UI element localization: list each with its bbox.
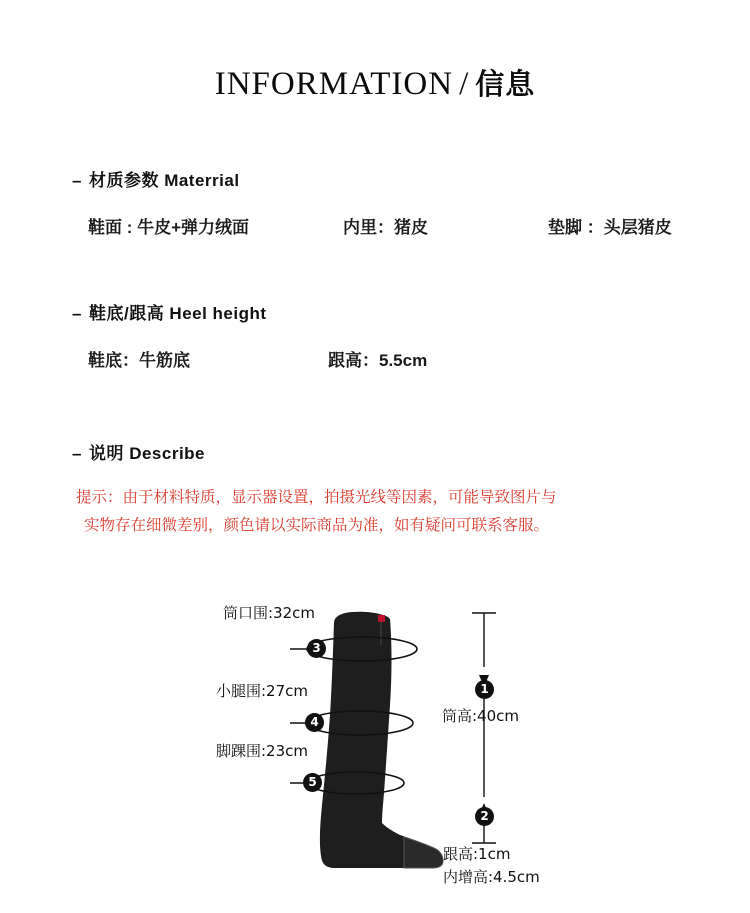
size-diagram [0,585,750,905]
bullet-dash-icon-2: – [72,304,82,323]
section-heading-heel [72,299,267,324]
material-row [88,213,672,238]
badge-4: 4 [305,713,324,732]
outsole-value: 鞋底：牛筋底 [88,351,190,370]
badge-1: 1 [475,680,494,699]
section-heading-material-label: 材质参数 Materrial [88,171,240,190]
badge-2: 2 [475,807,494,826]
label-ankle: 脚踝围:23cm [216,742,308,760]
label-heel-height: 跟高:1cm [443,845,511,863]
label-shaft-opening: 筒口围:32cm [223,604,315,622]
describe-note-line-2: 实物存在细微差别，颜色请以实际商品为准，如有疑问可联系客服。 [84,517,550,534]
page-title-cn: 信息 [475,67,536,101]
badge-3: 3 [307,639,326,658]
section-heading-heel-label: 鞋底/跟高 Heel height [88,304,267,323]
section-heading-material [72,166,240,191]
section-heading-describe [72,439,205,464]
label-shaft-height: 筒高:40cm [442,707,519,725]
describe-note [76,484,686,540]
page-title [0,62,750,103]
badge-5: 5 [303,773,322,792]
describe-note-line-1: 提示：由于材料特质，显示器设置，拍摄光线等因素，可能导致图片与 [76,489,557,506]
heel-height-value: 跟高：5.5cm [328,351,428,370]
page-title-separator: / [459,66,470,102]
bullet-dash-icon: – [72,171,82,190]
label-platform-height: 内增高:4.5cm [443,868,540,886]
heel-row [88,346,427,371]
material-lining: 内里：猪皮 [343,218,428,237]
material-insole: 垫脚 ：头层猪皮 [548,218,672,237]
material-upper: 鞋面 : 牛皮+弹力绒面 [88,218,250,237]
label-calf: 小腿围:27cm [216,682,308,700]
page-title-en: INFORMATION [214,66,454,102]
section-heading-describe-label: 说明 Describe [88,444,206,463]
bullet-dash-icon-3: – [72,444,82,463]
